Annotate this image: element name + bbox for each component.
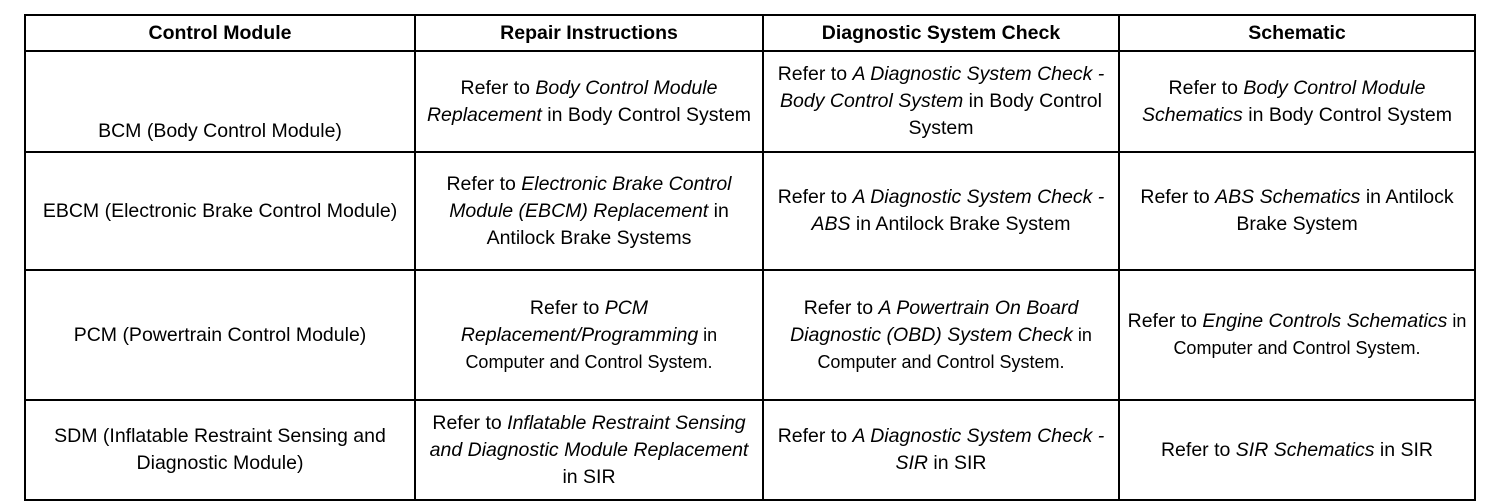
table-header-row [25, 15, 1475, 51]
module-cell [25, 51, 415, 152]
diag-ref-title: A Diagnostic System Check - Body Control System [780, 63, 1105, 112]
repair-ref-title: Electronic Brake Control Module (EBCM) Replacement [449, 172, 732, 222]
repair-cell [415, 400, 763, 500]
ref-prefix: Refer to [529, 296, 605, 319]
schematic-ref-title: Body Control Module Schematics [1142, 76, 1426, 126]
repair-ref-title: Body Control Module Replacement [426, 76, 718, 126]
ref-prefix: Refer to [777, 186, 853, 208]
ref-suffix: in Antilock Brake System [850, 213, 1071, 235]
diag-cell [763, 400, 1119, 500]
schematic-ref-title: SIR Schematics [1235, 438, 1375, 461]
schematic-cell [1119, 270, 1475, 400]
repair-cell [415, 51, 763, 152]
ref-suffix: in Computer and Control System. [465, 324, 718, 372]
ref-suffix: in SIR [927, 452, 987, 474]
schematic-cell [1119, 152, 1475, 270]
repair-cell [415, 152, 763, 270]
module-cell [25, 270, 415, 400]
ref-prefix: Refer to [1127, 310, 1203, 332]
header-control-module: Control Module [25, 15, 415, 51]
diag-cell [763, 152, 1119, 270]
table-row [25, 270, 1475, 400]
schematic-cell [1119, 400, 1475, 500]
diag-ref-title: A Diagnostic System Check - SIR [852, 425, 1105, 474]
ref-suffix: in SIR [1374, 438, 1434, 461]
ref-prefix: Refer to [1168, 76, 1244, 99]
table-row [25, 51, 1475, 152]
header-schematic: Schematic [1119, 15, 1475, 51]
header-repair-instructions: Repair Instructions [415, 15, 763, 51]
module-cell [25, 152, 415, 270]
repair-cell [415, 270, 763, 400]
ref-prefix: Refer to [777, 63, 853, 85]
repair-ref-title: PCM Replacement/Programming [460, 296, 699, 346]
reference-table-container [24, 14, 1474, 501]
ref-suffix: in Body Control System [541, 103, 752, 126]
ref-prefix: Refer to [803, 296, 879, 319]
ref-suffix: in Computer and Control System. [1173, 311, 1467, 358]
ref-suffix: in Body Control System [908, 90, 1102, 139]
control-module-reference-table [24, 14, 1476, 501]
ref-suffix: in Computer and Control System. [817, 324, 1092, 372]
ref-suffix: in SIR [562, 465, 616, 488]
module-name: EBCM (Electronic Brake Control Module) [42, 199, 398, 222]
module-name: BCM (Body Control Module) [98, 120, 342, 142]
table-row [25, 400, 1475, 500]
table-row [25, 152, 1475, 270]
module-name: SDM (Inflatable Restraint Sensing and Diagnostic Module) [54, 425, 386, 474]
ref-suffix: in Antilock Brake Systems [486, 199, 729, 249]
ref-prefix: Refer to [1160, 438, 1236, 461]
module-cell [25, 400, 415, 500]
ref-suffix: in Antilock Brake System [1236, 186, 1454, 235]
ref-suffix: in Body Control System [1242, 103, 1452, 126]
diag-ref-title: A Powertrain On Board Diagnostic (OBD) System Check [790, 296, 1079, 346]
diag-ref-title: A Diagnostic System Check - ABS [811, 186, 1105, 235]
schematic-cell [1119, 51, 1475, 152]
ref-prefix: Refer to [446, 172, 522, 195]
diag-cell [763, 270, 1119, 400]
diag-cell [763, 51, 1119, 152]
module-name: PCM (Powertrain Control Module) [73, 323, 367, 346]
header-diagnostic-system-check: Diagnostic System Check [763, 15, 1119, 51]
schematic-ref-title: ABS Schematics [1215, 186, 1361, 208]
ref-prefix: Refer to [777, 425, 853, 447]
schematic-ref-title: Engine Controls Schematics [1202, 310, 1448, 332]
repair-ref-title: Inflatable Restraint Sensing and Diagnostic Module Replacement [429, 411, 749, 461]
ref-prefix: Refer to [1140, 186, 1216, 208]
ref-prefix: Refer to [432, 411, 508, 434]
ref-prefix: Refer to [460, 76, 536, 99]
